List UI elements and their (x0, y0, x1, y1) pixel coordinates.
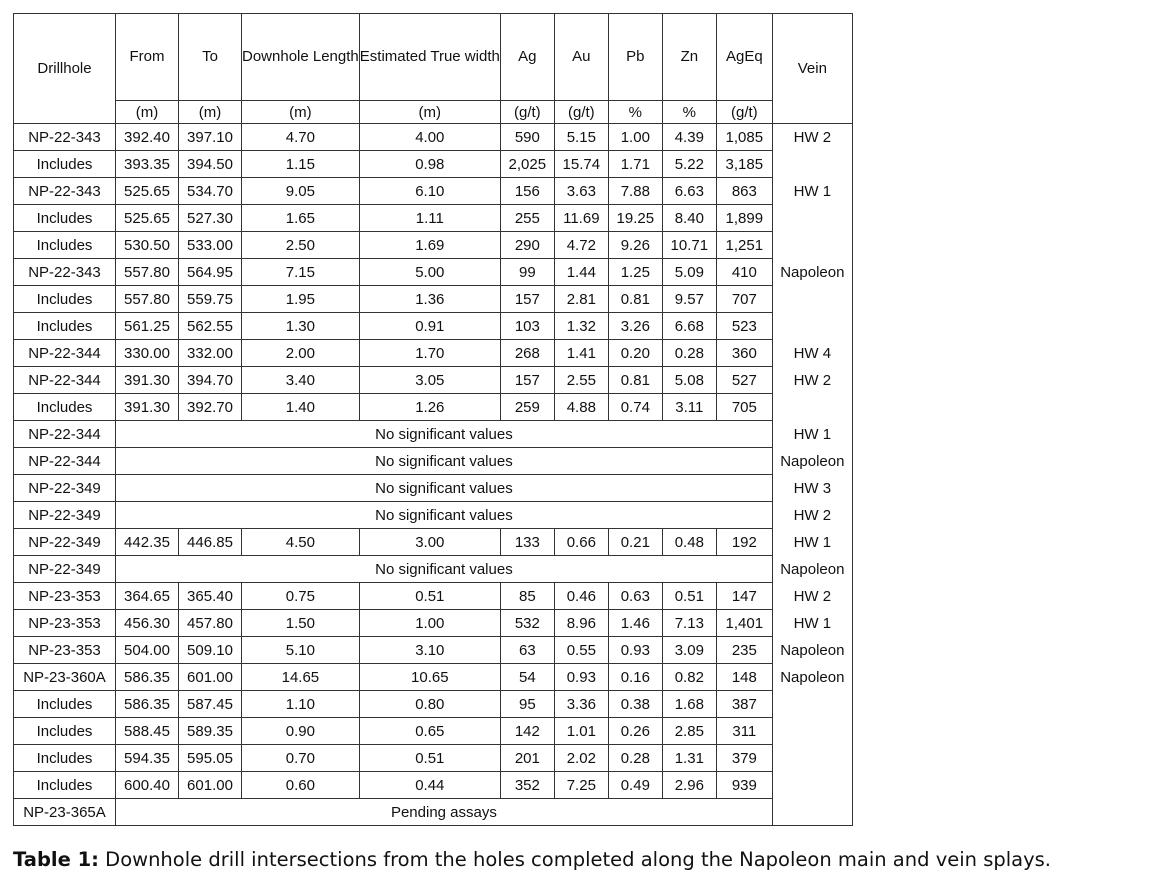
value-cell: 394.70 (179, 367, 242, 394)
drillhole-cell: Includes (14, 772, 116, 799)
value-cell: 3.26 (608, 313, 662, 340)
value-cell: 1.32 (554, 313, 608, 340)
drill-intersections-table (13, 13, 853, 826)
unit-header: (m) (359, 101, 500, 124)
value-cell: 586.35 (116, 664, 179, 691)
vein-cell (772, 394, 852, 421)
value-cell: 11.69 (554, 205, 608, 232)
note-cell: No significant values (116, 421, 773, 448)
unit-header: % (608, 101, 662, 124)
value-cell: 2.85 (662, 718, 716, 745)
drillhole-cell: NP-22-344 (14, 340, 116, 367)
value-cell: 3.10 (359, 637, 500, 664)
table-row (14, 583, 853, 610)
table-row (14, 448, 853, 475)
value-cell: 1.01 (554, 718, 608, 745)
value-cell: 525.65 (116, 178, 179, 205)
value-cell: 1.46 (608, 610, 662, 637)
vein-cell: Napoleon (772, 664, 852, 691)
value-cell: 0.81 (608, 367, 662, 394)
drillhole-cell: Includes (14, 286, 116, 313)
drillhole-cell: Includes (14, 232, 116, 259)
value-cell: 0.48 (662, 529, 716, 556)
value-cell: 332.00 (179, 340, 242, 367)
value-cell: 5.08 (662, 367, 716, 394)
value-cell: 1,401 (716, 610, 772, 637)
value-cell: 392.40 (116, 124, 179, 151)
value-cell: 594.35 (116, 745, 179, 772)
drillhole-cell: NP-23-360A (14, 664, 116, 691)
table-row (14, 691, 853, 718)
value-cell: 19.25 (608, 205, 662, 232)
value-cell: 6.68 (662, 313, 716, 340)
table-row (14, 664, 853, 691)
value-cell: 707 (716, 286, 772, 313)
value-cell: 0.66 (554, 529, 608, 556)
unit-header: (m) (116, 101, 179, 124)
vein-cell: HW 1 (772, 529, 852, 556)
table-row (14, 475, 853, 502)
value-cell: 534.70 (179, 178, 242, 205)
value-cell: 391.30 (116, 367, 179, 394)
value-cell: 8.96 (554, 610, 608, 637)
value-cell: 133 (500, 529, 554, 556)
value-cell: 1.36 (359, 286, 500, 313)
value-cell: 590 (500, 124, 554, 151)
value-cell: 379 (716, 745, 772, 772)
table-row (14, 799, 853, 826)
column-header: Zn (662, 14, 716, 101)
value-cell: 290 (500, 232, 554, 259)
drillhole-cell: NP-22-349 (14, 529, 116, 556)
value-cell: 5.15 (554, 124, 608, 151)
vein-cell: HW 1 (772, 178, 852, 205)
drillhole-cell: Includes (14, 394, 116, 421)
note-cell: No significant values (116, 475, 773, 502)
value-cell: 1.65 (242, 205, 360, 232)
drillhole-cell: Includes (14, 205, 116, 232)
value-cell: 0.90 (242, 718, 360, 745)
table-row (14, 772, 853, 799)
value-cell: 600.40 (116, 772, 179, 799)
column-header: AgEq (716, 14, 772, 101)
vein-cell (772, 286, 852, 313)
value-cell: 4.00 (359, 124, 500, 151)
value-cell: 0.80 (359, 691, 500, 718)
value-cell: 0.16 (608, 664, 662, 691)
value-cell: 0.51 (662, 583, 716, 610)
value-cell: 330.00 (116, 340, 179, 367)
drillhole-cell: NP-23-353 (14, 583, 116, 610)
value-cell: 1.95 (242, 286, 360, 313)
value-cell: 523 (716, 313, 772, 340)
vein-cell (772, 691, 852, 718)
value-cell: 95 (500, 691, 554, 718)
value-cell: 0.20 (608, 340, 662, 367)
value-cell: 1.31 (662, 745, 716, 772)
table-row (14, 610, 853, 637)
value-cell: 0.51 (359, 745, 500, 772)
value-cell: 532 (500, 610, 554, 637)
value-cell: 397.10 (179, 124, 242, 151)
value-cell: 0.65 (359, 718, 500, 745)
value-cell: 259 (500, 394, 554, 421)
value-cell: 0.55 (554, 637, 608, 664)
value-cell: 10.71 (662, 232, 716, 259)
value-cell: 527.30 (179, 205, 242, 232)
value-cell: 9.05 (242, 178, 360, 205)
table-row (14, 151, 853, 178)
value-cell: 3.63 (554, 178, 608, 205)
value-cell: 5.09 (662, 259, 716, 286)
value-cell: 2.81 (554, 286, 608, 313)
vein-cell (772, 205, 852, 232)
vein-cell (772, 313, 852, 340)
value-cell: 3.40 (242, 367, 360, 394)
drillhole-cell: Includes (14, 691, 116, 718)
vein-cell: HW 2 (772, 367, 852, 394)
value-cell: 2.50 (242, 232, 360, 259)
table-row (14, 178, 853, 205)
value-cell: 7.13 (662, 610, 716, 637)
unit-header: (g/t) (500, 101, 554, 124)
value-cell: 10.65 (359, 664, 500, 691)
vein-cell (772, 232, 852, 259)
units-row (14, 101, 853, 124)
value-cell: 0.93 (608, 637, 662, 664)
value-cell: 0.63 (608, 583, 662, 610)
note-cell: No significant values (116, 502, 773, 529)
value-cell: 391.30 (116, 394, 179, 421)
vein-cell: HW 2 (772, 502, 852, 529)
value-cell: 4.88 (554, 394, 608, 421)
value-cell: 586.35 (116, 691, 179, 718)
table-row (14, 232, 853, 259)
table-row (14, 421, 853, 448)
table-row (14, 637, 853, 664)
value-cell: 939 (716, 772, 772, 799)
value-cell: 5.00 (359, 259, 500, 286)
drillhole-cell: NP-22-349 (14, 475, 116, 502)
value-cell: 2.55 (554, 367, 608, 394)
vein-cell (772, 745, 852, 772)
value-cell: 525.65 (116, 205, 179, 232)
vein-cell: HW 3 (772, 475, 852, 502)
value-cell: 1.44 (554, 259, 608, 286)
value-cell: 0.98 (359, 151, 500, 178)
value-cell: 2.96 (662, 772, 716, 799)
value-cell: 0.74 (608, 394, 662, 421)
unit-header: (g/t) (554, 101, 608, 124)
value-cell: 0.70 (242, 745, 360, 772)
value-cell: 2,025 (500, 151, 554, 178)
vein-cell: HW 2 (772, 583, 852, 610)
header-row (14, 14, 853, 101)
value-cell: 564.95 (179, 259, 242, 286)
value-cell: 559.75 (179, 286, 242, 313)
value-cell: 365.40 (179, 583, 242, 610)
vein-cell: HW 2 (772, 124, 852, 151)
value-cell: 147 (716, 583, 772, 610)
value-cell: 0.26 (608, 718, 662, 745)
value-cell: 0.82 (662, 664, 716, 691)
drillhole-cell: NP-22-343 (14, 259, 116, 286)
value-cell: 3.00 (359, 529, 500, 556)
drillhole-cell: NP-23-365A (14, 799, 116, 826)
value-cell: 601.00 (179, 664, 242, 691)
drillhole-cell: Includes (14, 151, 116, 178)
value-cell: 6.10 (359, 178, 500, 205)
value-cell: 235 (716, 637, 772, 664)
table-row (14, 394, 853, 421)
vein-cell: HW 1 (772, 610, 852, 637)
table-row (14, 367, 853, 394)
value-cell: 4.50 (242, 529, 360, 556)
value-cell: 587.45 (179, 691, 242, 718)
value-cell: 4.72 (554, 232, 608, 259)
value-cell: 456.30 (116, 610, 179, 637)
drillhole-cell: NP-22-344 (14, 448, 116, 475)
value-cell: 364.65 (116, 583, 179, 610)
value-cell: 2.02 (554, 745, 608, 772)
value-cell: 268 (500, 340, 554, 367)
table-row (14, 718, 853, 745)
value-cell: 7.25 (554, 772, 608, 799)
value-cell: 589.35 (179, 718, 242, 745)
value-cell: 156 (500, 178, 554, 205)
value-cell: 410 (716, 259, 772, 286)
note-cell: No significant values (116, 556, 773, 583)
value-cell: 0.93 (554, 664, 608, 691)
value-cell: 557.80 (116, 286, 179, 313)
value-cell: 3.09 (662, 637, 716, 664)
value-cell: 0.51 (359, 583, 500, 610)
value-cell: 0.38 (608, 691, 662, 718)
drillhole-cell: Includes (14, 745, 116, 772)
value-cell: 9.57 (662, 286, 716, 313)
column-header: Au (554, 14, 608, 101)
value-cell: 103 (500, 313, 554, 340)
drillhole-cell: NP-23-353 (14, 610, 116, 637)
value-cell: 394.50 (179, 151, 242, 178)
table-caption (13, 848, 1051, 871)
drillhole-cell: Includes (14, 313, 116, 340)
unit-header: (m) (179, 101, 242, 124)
value-cell: 1.71 (608, 151, 662, 178)
drillhole-cell: NP-22-349 (14, 502, 116, 529)
value-cell: 527 (716, 367, 772, 394)
unit-header: % (662, 101, 716, 124)
column-header: Estimated True width (359, 14, 500, 101)
column-header: From (116, 14, 179, 101)
value-cell: 14.65 (242, 664, 360, 691)
value-cell: 393.35 (116, 151, 179, 178)
value-cell: 457.80 (179, 610, 242, 637)
note-cell: No significant values (116, 448, 773, 475)
value-cell: 3,185 (716, 151, 772, 178)
value-cell: 504.00 (116, 637, 179, 664)
value-cell: 509.10 (179, 637, 242, 664)
value-cell: 0.28 (662, 340, 716, 367)
value-cell: 6.63 (662, 178, 716, 205)
table-row (14, 286, 853, 313)
value-cell: 3.11 (662, 394, 716, 421)
value-cell: 530.50 (116, 232, 179, 259)
vein-cell: HW 4 (772, 340, 852, 367)
vein-cell: HW 1 (772, 421, 852, 448)
column-header: Downhole Length (242, 14, 360, 101)
value-cell: 1.41 (554, 340, 608, 367)
value-cell: 7.88 (608, 178, 662, 205)
value-cell: 1.25 (608, 259, 662, 286)
table-row (14, 529, 853, 556)
caption-text: Downhole drill intersections from the holes completed along the Napoleon main and vein splays. (98, 848, 1052, 871)
drillhole-cell: Includes (14, 718, 116, 745)
value-cell: 446.85 (179, 529, 242, 556)
table-row (14, 124, 853, 151)
value-cell: 705 (716, 394, 772, 421)
unit-header: (m) (242, 101, 360, 124)
value-cell: 595.05 (179, 745, 242, 772)
drillhole-cell: NP-23-353 (14, 637, 116, 664)
value-cell: 1.11 (359, 205, 500, 232)
unit-header: (g/t) (716, 101, 772, 124)
value-cell: 311 (716, 718, 772, 745)
value-cell: 1.00 (608, 124, 662, 151)
value-cell: 255 (500, 205, 554, 232)
column-header: Drillhole (14, 14, 116, 124)
value-cell: 0.28 (608, 745, 662, 772)
value-cell: 3.05 (359, 367, 500, 394)
vein-cell: Napoleon (772, 556, 852, 583)
value-cell: 5.10 (242, 637, 360, 664)
value-cell: 3.36 (554, 691, 608, 718)
vein-cell (772, 772, 852, 799)
value-cell: 9.26 (608, 232, 662, 259)
value-cell: 4.70 (242, 124, 360, 151)
value-cell: 7.15 (242, 259, 360, 286)
table-row (14, 340, 853, 367)
value-cell: 0.81 (608, 286, 662, 313)
value-cell: 5.22 (662, 151, 716, 178)
table-row (14, 259, 853, 286)
note-cell: Pending assays (116, 799, 773, 826)
value-cell: 0.91 (359, 313, 500, 340)
table-row (14, 745, 853, 772)
value-cell: 0.49 (608, 772, 662, 799)
value-cell: 1,085 (716, 124, 772, 151)
value-cell: 1.70 (359, 340, 500, 367)
value-cell: 588.45 (116, 718, 179, 745)
table-row (14, 205, 853, 232)
value-cell: 2.00 (242, 340, 360, 367)
value-cell: 1.30 (242, 313, 360, 340)
vein-cell (772, 799, 852, 826)
value-cell: 0.46 (554, 583, 608, 610)
value-cell: 1.26 (359, 394, 500, 421)
value-cell: 1.40 (242, 394, 360, 421)
column-header: Vein (772, 14, 852, 124)
value-cell: 63 (500, 637, 554, 664)
value-cell: 142 (500, 718, 554, 745)
column-header: Pb (608, 14, 662, 101)
column-header: Ag (500, 14, 554, 101)
value-cell: 1.15 (242, 151, 360, 178)
value-cell: 561.25 (116, 313, 179, 340)
value-cell: 0.44 (359, 772, 500, 799)
value-cell: 562.55 (179, 313, 242, 340)
value-cell: 863 (716, 178, 772, 205)
value-cell: 557.80 (116, 259, 179, 286)
vein-cell (772, 151, 852, 178)
value-cell: 0.21 (608, 529, 662, 556)
value-cell: 0.75 (242, 583, 360, 610)
drillhole-cell: NP-22-349 (14, 556, 116, 583)
value-cell: 157 (500, 286, 554, 313)
value-cell: 352 (500, 772, 554, 799)
value-cell: 387 (716, 691, 772, 718)
value-cell: 4.39 (662, 124, 716, 151)
value-cell: 392.70 (179, 394, 242, 421)
value-cell: 601.00 (179, 772, 242, 799)
value-cell: 1.10 (242, 691, 360, 718)
drillhole-cell: NP-22-343 (14, 178, 116, 205)
value-cell: 15.74 (554, 151, 608, 178)
drillhole-cell: NP-22-344 (14, 367, 116, 394)
value-cell: 201 (500, 745, 554, 772)
column-header: To (179, 14, 242, 101)
table-row (14, 313, 853, 340)
value-cell: 360 (716, 340, 772, 367)
table-row (14, 556, 853, 583)
value-cell: 192 (716, 529, 772, 556)
value-cell: 8.40 (662, 205, 716, 232)
value-cell: 1,251 (716, 232, 772, 259)
value-cell: 1,899 (716, 205, 772, 232)
vein-cell: Napoleon (772, 259, 852, 286)
value-cell: 99 (500, 259, 554, 286)
value-cell: 1.00 (359, 610, 500, 637)
drillhole-cell: NP-22-344 (14, 421, 116, 448)
value-cell: 54 (500, 664, 554, 691)
value-cell: 148 (716, 664, 772, 691)
value-cell: 85 (500, 583, 554, 610)
value-cell: 533.00 (179, 232, 242, 259)
drillhole-cell: NP-22-343 (14, 124, 116, 151)
caption-label: Table 1: (13, 848, 99, 871)
vein-cell (772, 718, 852, 745)
value-cell: 1.50 (242, 610, 360, 637)
value-cell: 1.68 (662, 691, 716, 718)
value-cell: 0.60 (242, 772, 360, 799)
table-row (14, 502, 853, 529)
value-cell: 442.35 (116, 529, 179, 556)
value-cell: 1.69 (359, 232, 500, 259)
value-cell: 157 (500, 367, 554, 394)
vein-cell: Napoleon (772, 448, 852, 475)
vein-cell: Napoleon (772, 637, 852, 664)
